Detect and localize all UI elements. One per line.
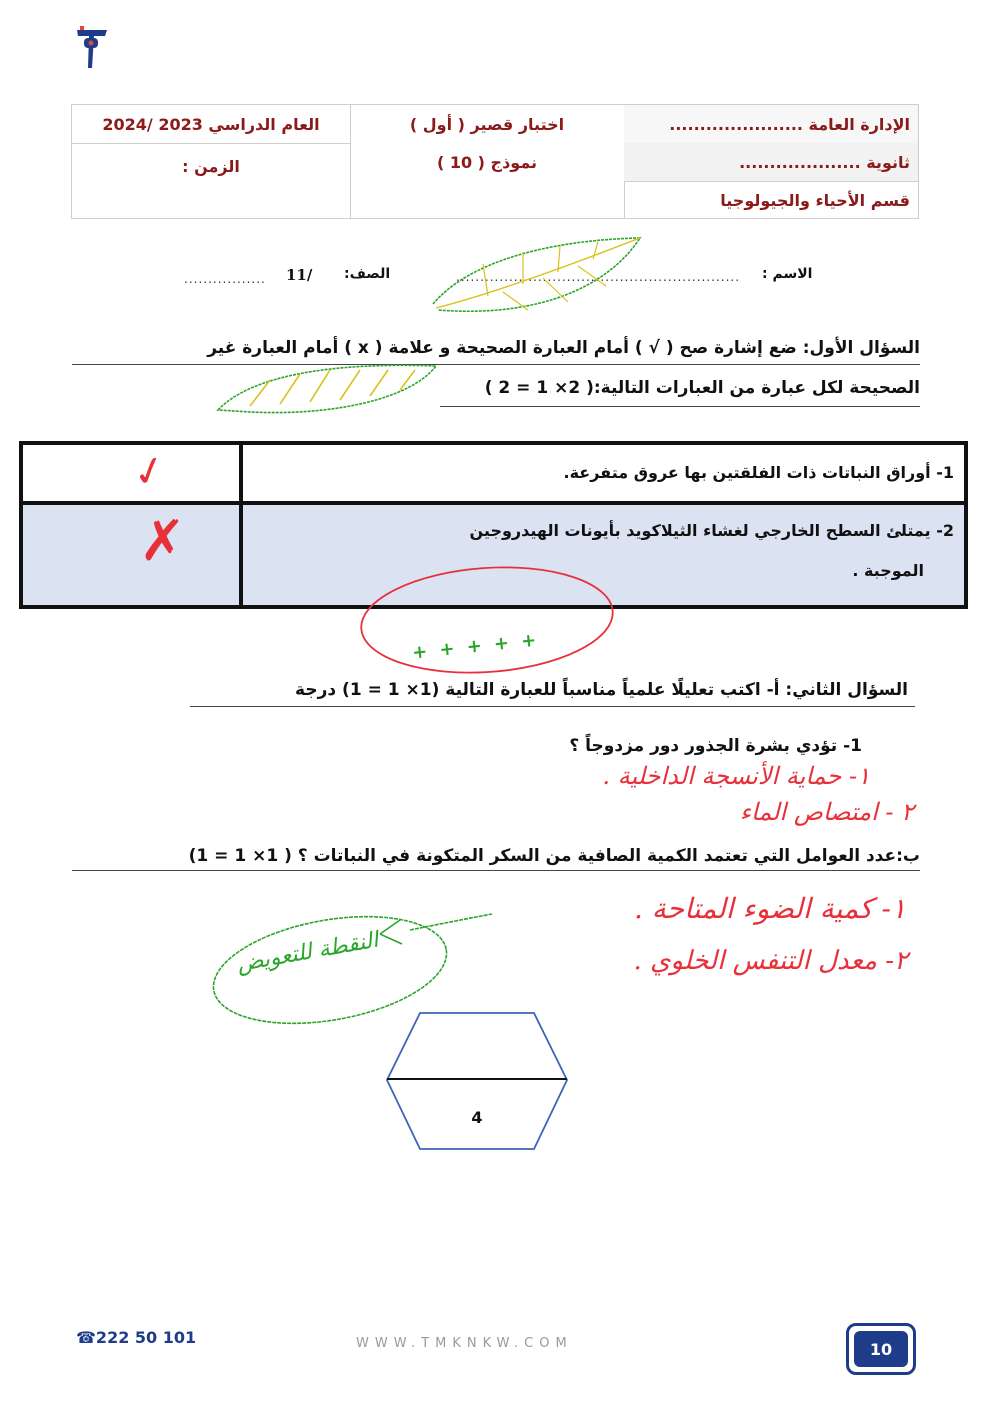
handwritten-answer-a2: ٢ - امتصاص الماء [739,798,914,826]
footer-phone: ☎222 50 101 [76,1328,197,1347]
score-hexagon [384,1010,570,1152]
leaf-doodle-top [428,232,664,322]
leaf-doodle-middle [210,356,446,416]
name-label: الاسم : [762,266,813,282]
admin-label: الإدارة العامة ...................... [669,115,910,134]
q2-heading: السؤال الثاني: أ- اكتب تعليلًا علمياً مناسباً للعبارة التالية (1× 1 = 1) درجة [295,680,908,700]
handwritten-answer-b2: ٢- معدل التنفس الخلوي . [633,946,908,976]
q1-line1: السؤال الأول: ضع إشارة صح ( √ ) أمام العبارة الصحيحة و علامة ( x ) أمام العبارة غير [207,338,920,358]
handwritten-answer-b1: ١- كمية الضوء المتاحة . [633,892,906,925]
tf-row-1-answer: ✓ [127,445,172,499]
name-dots: ........................................................... [456,270,741,284]
page-number-box [846,1323,916,1375]
q2-item1: 1- تؤدي بشرة الجذور دور مزدوجاً ؟ [569,736,862,756]
page-number: 10 [854,1331,908,1367]
score-value: 4 [471,1108,483,1127]
red-circle-mark [354,560,624,680]
footer-website[interactable]: WWW.TMKNKW.COM [356,1336,573,1351]
class-value: 11/ [286,266,313,284]
q2-part-b: ب:عدد العوامل التي تعتمد الكمية الصافية من السكر المتكونة في النباتات ؟ ( 1× 1 = 1) [188,846,920,866]
q1-line2: الصحيحة لكل عبارة من العبارات التالية:( 2× 1 = 2 ) [484,378,920,398]
quiz-title: اختبار قصير ( أول ) [409,115,565,134]
tf-row-2-answer: ✗ [139,509,186,574]
school-label: ثانوية .................... [739,153,910,172]
header-table [71,104,919,219]
logo [72,24,112,72]
academic-year: العام الدراسي 2023 /2024 [102,115,320,134]
compensation-note: النقطة للتعويض [234,927,381,978]
tf-row-2-text-line2: الموجبة . [852,561,924,580]
margin-note: + + + + + [411,629,541,664]
handwritten-answer-a1: ١- حماية الأنسجة الداخلية . [602,762,870,790]
class-label: الصف: [344,266,391,282]
class-dots: ................. [184,272,266,286]
model-number: نموذج ( 10 ) [436,153,538,172]
time-label: الزمن : [182,157,240,176]
tf-row-1-text: 1- أوراق النباتات ذات الفلقتين بها عروق متفرعة. [563,463,954,482]
department-label: قسم الأحياء والجيولوجيا [720,191,910,210]
tf-row-2-text-line1: 2- يمتلئ السطح الخارجي لغشاء الثيلاكويد بأيونات الهيدروجين [469,521,954,540]
tf-row-1 [23,445,964,505]
